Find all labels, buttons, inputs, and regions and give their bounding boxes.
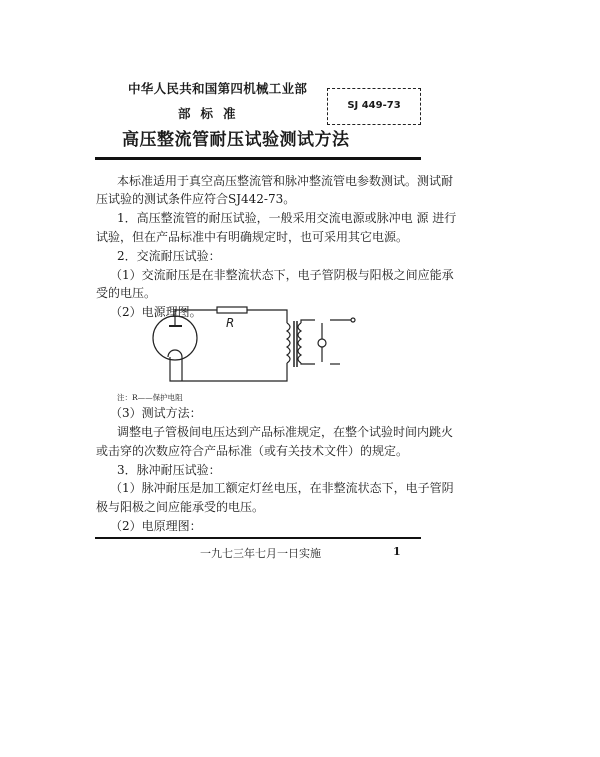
paragraph-line: 3．脉冲耐压试验： [117,463,221,477]
primary-coil [287,323,290,363]
standard-code-box [327,88,421,125]
paragraph-line: 极与阳极之间应能承受的电压。 [96,500,265,514]
document-title: 高压整流管耐压试验测试方法 [122,130,350,150]
wire [247,310,287,323]
paragraph-line: 调整电子管极间电压达到产品标准规定，在整个试验时间内跳火 [117,425,454,439]
standard-type: 部标准 [178,106,246,121]
ministry-heading: 中华人民共和国第四机械工业部 [128,81,308,96]
paragraph-line: 试验，但在产品标准中有明确规定时，也可采用其它电源。 [96,230,409,244]
wire [301,363,315,364]
paragraph-line: （2）电源理图。 [110,305,202,319]
paragraph-line: （1）交流耐压是在非整流状态下，电子管阴极与阳极之间应能承 [110,268,454,282]
resistor-label: R [226,316,235,330]
bottom-rule [95,537,421,539]
paragraph-line: （3）测试方法： [110,406,202,420]
paragraph-line: 2．交流耐压试验： [117,249,221,263]
paragraph-line: 受的电压。 [96,286,157,300]
paragraph-line: （1）脉冲耐压是加工额定灯丝电压，在非整流状态下，电子管阴 [110,481,454,495]
circuit-diagram [140,295,370,400]
paragraph-line: 1．高压整流管的耐压试验，一般采用交流电源或脉冲电 源 进行 [117,211,457,225]
paragraph-line: 压试验的测试条件应符合SJ442-73。 [96,192,296,206]
paragraph-line: 本标准适用于真空高压整流管和脉冲整流管电参数测试。测试耐 [117,174,454,188]
output-terminal [351,318,355,322]
effective-date: 一九七三年七月一日实施 [200,547,321,560]
wire [175,310,217,326]
voltmeter [318,339,326,347]
secondary-coil [298,323,301,363]
wire [301,320,315,323]
resistor [217,307,247,313]
diagram-note: 注：R——保护电阻 [117,393,183,402]
standard-code: SJ 449-73 [347,100,401,111]
paragraph-line: 或击穿的次数应符合产品标准（或有关技术文件）的规定。 [96,444,409,458]
wire [170,357,287,381]
paragraph-line: （2）电原理图： [110,519,202,533]
page-number: 1 [393,545,401,558]
top-rule [95,157,421,160]
tube-cathode [168,350,182,357]
